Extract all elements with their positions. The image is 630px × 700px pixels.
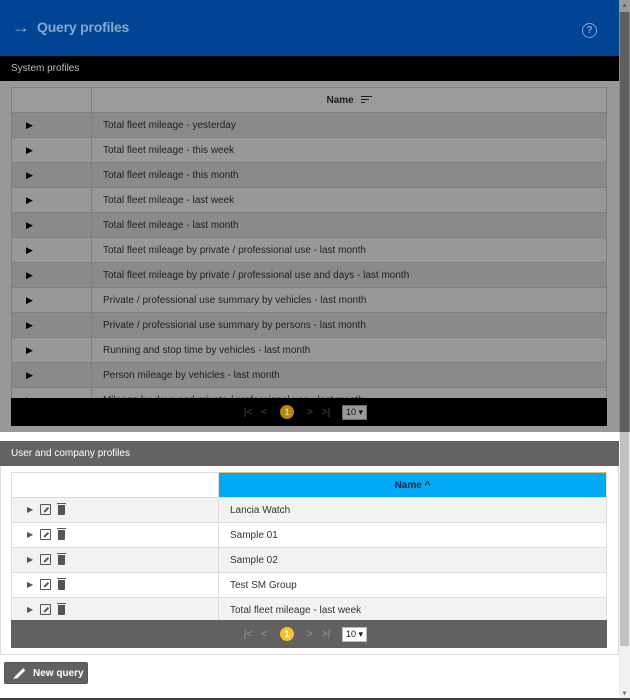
system-profiles-pager bbox=[11, 398, 607, 426]
column-header-name[interactable] bbox=[92, 88, 607, 113]
user-profiles-header bbox=[0, 441, 619, 466]
play-icon[interactable]: ▶ bbox=[27, 530, 34, 540]
profile-name: Test SM Group bbox=[219, 573, 607, 598]
play-icon[interactable]: ▶ bbox=[12, 338, 92, 363]
edit-icon[interactable] bbox=[40, 529, 51, 540]
profile-name: Total fleet mileage - last month bbox=[92, 213, 607, 238]
table-row[interactable] bbox=[12, 238, 607, 263]
section-title: User and company profiles bbox=[11, 448, 130, 459]
column-header-actions bbox=[12, 88, 92, 113]
column-header-label: Name bbox=[326, 94, 354, 106]
profile-name: Private / professional use summary by vehicles - last month bbox=[92, 288, 607, 313]
profile-name: Lancia Watch bbox=[219, 498, 607, 523]
row-actions bbox=[12, 523, 219, 548]
profile-name: Person mileage by vehicles - last month bbox=[92, 363, 607, 388]
edit-icon[interactable] bbox=[40, 579, 51, 590]
arrow-right-icon[interactable]: → bbox=[12, 17, 30, 37]
last-page-button[interactable]: >| bbox=[321, 406, 331, 418]
play-icon[interactable]: ▶ bbox=[27, 555, 34, 565]
table-row[interactable] bbox=[12, 263, 607, 288]
column-header-name[interactable]: Name ^ bbox=[219, 473, 607, 498]
table-row[interactable] bbox=[12, 213, 607, 238]
profile-name: Total fleet mileage - this month bbox=[92, 163, 607, 188]
play-icon[interactable]: ▶ bbox=[12, 263, 92, 288]
new-query-label: New query bbox=[33, 667, 84, 679]
table-row[interactable] bbox=[12, 188, 607, 213]
trash-icon[interactable] bbox=[58, 530, 65, 540]
profile-name: Running and stop time by vehicles - last month bbox=[92, 338, 607, 363]
play-icon[interactable]: ▶ bbox=[12, 113, 92, 138]
profile-name: Sample 01 bbox=[219, 523, 607, 548]
last-page-button[interactable]: >| bbox=[321, 628, 331, 640]
next-page-button[interactable]: > bbox=[307, 406, 313, 418]
system-profiles-header bbox=[0, 56, 619, 81]
profile-name: Total fleet mileage - yesterday bbox=[92, 113, 607, 138]
profile-name: Total fleet mileage by private / professional use and days - last month bbox=[92, 263, 607, 288]
table-row[interactable] bbox=[12, 548, 607, 573]
edit-icon[interactable] bbox=[40, 604, 51, 615]
row-actions bbox=[12, 598, 219, 623]
play-icon[interactable]: ▶ bbox=[12, 213, 92, 238]
scroll-down-arrow-icon[interactable]: ▼ bbox=[621, 691, 628, 697]
row-actions bbox=[12, 573, 219, 598]
section-title: System profiles bbox=[11, 63, 80, 74]
play-icon[interactable]: ▶ bbox=[12, 163, 92, 188]
trash-icon[interactable] bbox=[58, 555, 65, 565]
play-icon[interactable]: ▶ bbox=[27, 505, 34, 515]
play-icon[interactable]: ▶ bbox=[12, 313, 92, 338]
profile-name: Total fleet mileage by private / professional use - last month bbox=[92, 238, 607, 263]
table-row[interactable] bbox=[12, 163, 607, 188]
new-query-button[interactable] bbox=[4, 662, 88, 684]
page-number-current[interactable]: 1 bbox=[280, 405, 294, 419]
play-icon[interactable]: ▶ bbox=[27, 605, 34, 615]
sort-icon[interactable] bbox=[361, 96, 372, 104]
vertical-scrollbar[interactable] bbox=[619, 0, 630, 700]
scroll-up-arrow-icon[interactable]: ▲ bbox=[619, 0, 630, 12]
trash-icon[interactable] bbox=[58, 580, 65, 590]
play-icon[interactable]: ▶ bbox=[12, 238, 92, 263]
table-row[interactable] bbox=[12, 313, 607, 338]
table-row[interactable] bbox=[12, 598, 607, 623]
profile-name: Total fleet mileage - last week bbox=[92, 188, 607, 213]
user-profiles-pager bbox=[11, 620, 607, 648]
play-icon[interactable]: ▶ bbox=[12, 288, 92, 313]
page-header bbox=[0, 0, 619, 57]
play-icon[interactable]: ▶ bbox=[12, 138, 92, 163]
page-title: Query profiles bbox=[37, 19, 130, 35]
first-page-button[interactable]: |< bbox=[243, 406, 253, 418]
first-page-button[interactable]: |< bbox=[243, 628, 253, 640]
row-actions bbox=[12, 548, 219, 573]
page-size-select[interactable]: 10 ▾ bbox=[342, 627, 367, 642]
pencil-icon bbox=[15, 668, 26, 679]
table-row[interactable] bbox=[12, 338, 607, 363]
profile-name: Total fleet mileage - last week bbox=[219, 598, 607, 623]
row-actions bbox=[12, 498, 219, 523]
page-number-current[interactable]: 1 bbox=[280, 627, 294, 641]
table-row[interactable] bbox=[12, 138, 607, 163]
profile-name: Private / professional use summary by persons - last month bbox=[92, 313, 607, 338]
play-icon[interactable]: ▶ bbox=[12, 363, 92, 388]
prev-page-button[interactable]: < bbox=[261, 628, 267, 640]
table-row[interactable] bbox=[12, 523, 607, 548]
next-page-button[interactable]: > bbox=[307, 628, 313, 640]
table-row[interactable] bbox=[12, 288, 607, 313]
table-row[interactable] bbox=[12, 363, 607, 388]
table-row[interactable] bbox=[12, 573, 607, 598]
help-icon[interactable]: ? bbox=[582, 23, 597, 38]
system-profiles-table bbox=[11, 87, 607, 413]
prev-page-button[interactable]: < bbox=[261, 406, 267, 418]
play-icon[interactable]: ▶ bbox=[12, 188, 92, 213]
trash-icon[interactable] bbox=[58, 505, 65, 515]
table-row[interactable] bbox=[12, 113, 607, 138]
edit-icon[interactable] bbox=[40, 504, 51, 515]
scrollbar-thumb-dimmed bbox=[620, 12, 629, 432]
play-icon[interactable]: ▶ bbox=[27, 580, 34, 590]
page-size-select[interactable]: 10 ▾ bbox=[342, 405, 367, 420]
column-header-actions bbox=[12, 473, 219, 498]
user-profiles-table bbox=[11, 472, 607, 623]
profile-name: Sample 02 bbox=[219, 548, 607, 573]
profile-name: Total fleet mileage - this week bbox=[92, 138, 607, 163]
table-row[interactable] bbox=[12, 498, 607, 523]
trash-icon[interactable] bbox=[58, 605, 65, 615]
edit-icon[interactable] bbox=[40, 554, 51, 565]
